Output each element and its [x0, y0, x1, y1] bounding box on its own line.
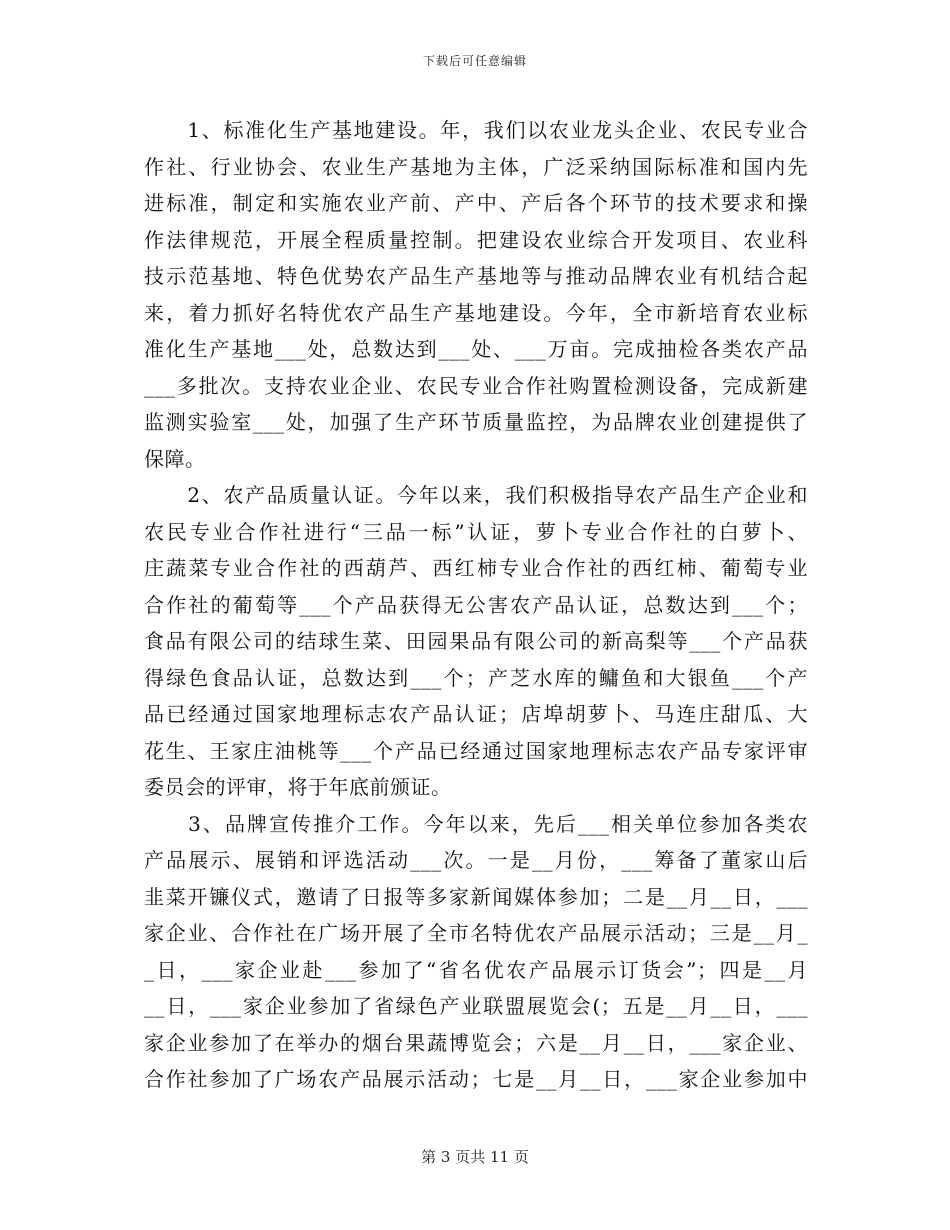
text-line: 3、品牌宣传推介工作。今年以来，先后___相关单位参加各类农	[144, 811, 808, 836]
paragraph-2	[144, 477, 808, 806]
text-line: 2、农产品质量认证。今年以来，我们积极指导农产品生产企业和	[144, 483, 808, 507]
text-line: 1、标准化生产基地建设。年，我们以农业龙头企业、农民专业合	[144, 118, 808, 142]
text-line: 作法律规范，开展全程质量控制。把建设农业综合开发项目、农业科	[144, 227, 808, 252]
text-line: __日，___家企业参加了省绿色产业联盟展览会(；五是__月__日，___	[144, 994, 808, 1018]
text-line: 韭菜开镰仪式，邀请了日报等多家新闻媒体参加；二是__月__日，___	[144, 884, 808, 909]
text-line: 来，着力抓好名特优农产品生产基地建设。今年，全市新培育农业标	[144, 300, 808, 325]
text-line: 庄蔬菜专业合作社的西葫芦、西红柿专业合作社的西红柿、葡萄专业	[144, 556, 808, 580]
text-line: 进标准，制定和实施农业产前、产中、产后各个环节的技术要求和操	[144, 191, 808, 215]
text-line: 保障。	[144, 446, 206, 471]
text-line: 准化生产基地___处，总数达到___处、___万亩。完成抽检各类农产品	[144, 337, 808, 361]
text-line: 作社、行业协会、农业生产基地为主体，广泛采纳国际标准和国内先	[144, 154, 808, 179]
text-line: 家企业、合作社在广场开展了全市名特优农产品展示活动；三是__月_	[144, 921, 808, 945]
text-line: 合作社的葡萄等___个产品获得无公害农产品认证，总数达到___个；	[144, 592, 808, 617]
paragraph-1	[144, 112, 808, 477]
text-line: 得绿色食品认证，总数达到___个；产芝水库的鳙鱼和大银鱼___个产	[144, 665, 808, 690]
text-line: 产品展示、展销和评选活动___次。一是__月份，___筹备了董家山后	[144, 848, 808, 872]
text-line: _日，___家企业赴___参加了“省名优农产品展示订货会”；四是__月	[144, 957, 808, 982]
paragraph-3	[144, 806, 808, 1098]
text-line: 家企业参加了在举办的烟台果蔬博览会；六是__月__日，___家企业、	[144, 1030, 808, 1055]
text-line: 品已经通过国家地理标志农产品认证；店埠胡萝卜、马连庄甜瓜、大	[144, 702, 808, 726]
text-line: 监测实验室___处，加强了生产环节质量监控，为品牌农业创建提供了	[144, 410, 808, 434]
text-line: 委员会的评审，将于年底前颁证。	[144, 775, 452, 799]
text-line: 花生、王家庄油桃等___个产品已经通过国家地理标志农产品专家评审	[144, 738, 808, 763]
text-line: 食品有限公司的结球生菜、田园果品有限公司的新高梨等___个产品获	[144, 629, 808, 653]
document-body	[144, 112, 808, 1098]
text-line: 技示范基地、特色优势农产品生产基地等与推动品牌农业有机结合起	[144, 264, 808, 288]
page-footer: 第 3 页共 11 页	[421, 1148, 529, 1166]
text-line: 农民专业合作社进行“三品一标”认证，萝卜专业合作社的白萝卜、	[144, 519, 808, 544]
page-header: 下载后可任意编辑	[422, 54, 527, 68]
text-line: ___多批次。支持农业企业、农民专业合作社购置检测设备，完成新建	[144, 373, 808, 398]
text-line: 合作社参加了广场农产品展示活动；七是__月__日，___家企业参加中	[144, 1067, 808, 1091]
